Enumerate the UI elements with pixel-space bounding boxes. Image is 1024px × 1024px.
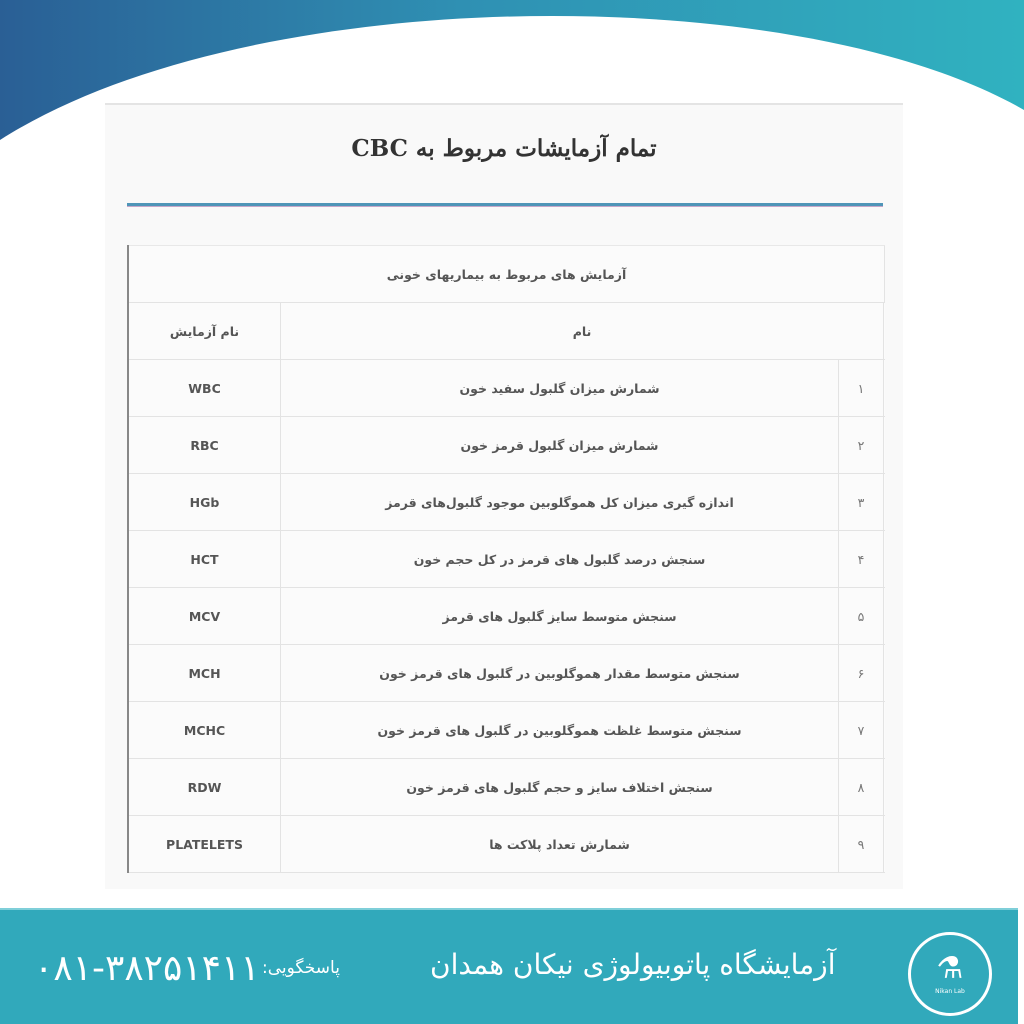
lab-name: آزمایشگاه پاتوبیولوژی نیکان همدان <box>430 948 836 981</box>
page-title: تمام آزمایشات مربوط به CBC <box>351 135 657 162</box>
logo-text: Nikan Lab <box>935 987 965 995</box>
header-abbr: نام آزمایش <box>129 303 281 359</box>
test-name: شمارش تعداد پلاکت ها <box>281 816 839 872</box>
table-header-row <box>129 303 885 360</box>
test-name: سنجش اختلاف سایز و حجم گلبول های قرمز خون <box>281 759 839 815</box>
table-caption: آزمایش های مربوط به بیماریهای خونی <box>129 245 885 303</box>
table-row <box>129 360 885 417</box>
test-abbr: MCV <box>129 588 281 644</box>
row-number: ۴ <box>839 531 884 587</box>
test-abbr: RDW <box>129 759 281 815</box>
test-abbr: PLATELETS <box>129 816 281 872</box>
test-name: سنجش متوسط غلظت هموگلوبین در گلبول های قرمز خون <box>281 702 839 758</box>
test-name: سنجش متوسط مقدار هموگلوبین در گلبول های قرمز خون <box>281 645 839 701</box>
test-name: سنجش درصد گلبول های قرمز در کل حجم خون <box>281 531 839 587</box>
table-row <box>129 759 885 816</box>
table-row <box>129 645 885 702</box>
row-number: ۷ <box>839 702 884 758</box>
test-name: شمارش میزان گلبول سفید خون <box>281 360 839 416</box>
footer <box>0 908 1018 1024</box>
row-number: ۳ <box>839 474 884 530</box>
logo-glyph: ⚗ <box>936 950 964 986</box>
row-number: ۸ <box>839 759 884 815</box>
test-name: شمارش میزان گلبول قرمز خون <box>281 417 839 473</box>
lab-flask-logo-icon <box>908 932 992 1016</box>
row-number: ۹ <box>839 816 884 872</box>
test-abbr: WBC <box>129 360 281 416</box>
phone-number[interactable]: ۰۸۱-۳۸۲۵۱۴۱۱ <box>34 948 260 989</box>
test-abbr: MCHC <box>129 702 281 758</box>
test-abbr: RBC <box>129 417 281 473</box>
table-row <box>129 417 885 474</box>
test-name: سنجش متوسط سایز گلبول های قرمز <box>281 588 839 644</box>
row-number: ۲ <box>839 417 884 473</box>
test-abbr: HGb <box>129 474 281 530</box>
table-row <box>129 588 885 645</box>
phone-label: پاسخگویی: <box>262 958 340 978</box>
row-number: ۱ <box>839 360 884 416</box>
divider <box>127 203 883 207</box>
row-number: ۵ <box>839 588 884 644</box>
table-row <box>129 531 885 588</box>
content-card <box>105 103 903 889</box>
table-row <box>129 474 885 531</box>
row-number: ۶ <box>839 645 884 701</box>
tests-table <box>127 245 885 873</box>
test-name: اندازه گیری میزان کل هموگلوبین موجود گلبول‌های قرمز <box>281 474 839 530</box>
test-abbr: HCT <box>129 531 281 587</box>
table-row <box>129 816 885 873</box>
table-row <box>129 702 885 759</box>
header-name: نام <box>281 303 884 359</box>
test-abbr: MCH <box>129 645 281 701</box>
